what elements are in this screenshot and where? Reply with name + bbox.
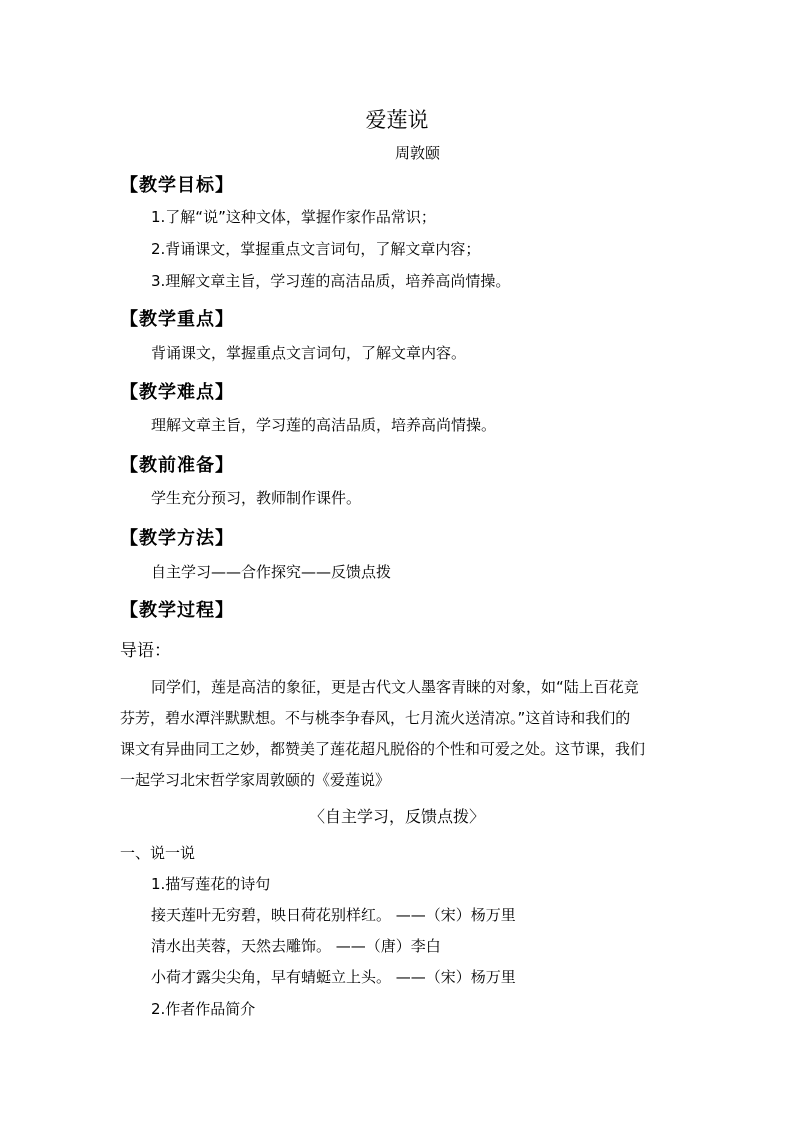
poem-line-2: 清水出芙蓉，天然去雕饰。 ——（唐）李白 bbox=[151, 937, 441, 955]
document-title: 爱莲说 bbox=[365, 108, 429, 132]
part1-item-1: 1.描写莲花的诗句 bbox=[151, 875, 271, 893]
intro-line-4: 一起学习北宋哲学家周敦颐的《爱莲说》 bbox=[120, 771, 391, 789]
goal-item-3: 3.理解文章主旨，学习莲的高洁品质，培养高尚情操。 bbox=[151, 272, 511, 290]
poem-line-1: 接天莲叶无穷碧，映日荷花别样红。 ——（宋）杨万里 bbox=[151, 906, 516, 924]
heading-methods: 【教学方法】 bbox=[120, 528, 234, 549]
author-name: 周敦颐 bbox=[395, 144, 441, 162]
heading-difficulties: 【教学难点】 bbox=[120, 382, 234, 403]
key-points-text: 背诵课文，掌握重点文言词句，了解文章内容。 bbox=[151, 344, 467, 362]
part1-heading: 一、说一说 bbox=[120, 844, 196, 862]
section-subheading: 〈自主学习，反馈点拨〉 bbox=[308, 807, 485, 826]
goal-item-1: 1.了解“说”这种文体，掌握作家作品常识； bbox=[151, 208, 436, 226]
difficulties-text: 理解文章主旨，学习莲的高洁品质，培养高尚情操。 bbox=[151, 416, 497, 434]
heading-preparation: 【教前准备】 bbox=[120, 455, 234, 476]
heading-process: 【教学过程】 bbox=[120, 600, 234, 621]
preparation-text: 学生充分预习，教师制作课件。 bbox=[151, 489, 362, 507]
intro-line-3: 课文有异曲同工之妙，都赞美了莲花超凡脱俗的个性和可爱之处。这节课，我们 bbox=[120, 740, 646, 758]
methods-text: 自主学习——合作探究——反馈点拨 bbox=[151, 563, 392, 581]
heading-teaching-goals: 【教学目标】 bbox=[120, 175, 234, 196]
part1-item-2: 2.作者作品简介 bbox=[151, 1000, 256, 1018]
intro-line-2: 芬芳，碧水潭泮默默想。不与桃李争春风，七月流火送清凉。”这首诗和我们的 bbox=[120, 709, 631, 727]
poem-line-3: 小荷才露尖尖角，早有蜻蜓立上头。 ——（宋）杨万里 bbox=[151, 968, 516, 986]
heading-key-points: 【教学重点】 bbox=[120, 309, 234, 330]
intro-line-1: 同学们，莲是高洁的象征，更是古代文人墨客青睐的对象，如“陆上百花竞 bbox=[151, 678, 639, 696]
intro-label: 导语： bbox=[120, 641, 171, 661]
goal-item-2: 2.背诵课文，掌握重点文言词句，了解文章内容； bbox=[151, 240, 481, 258]
